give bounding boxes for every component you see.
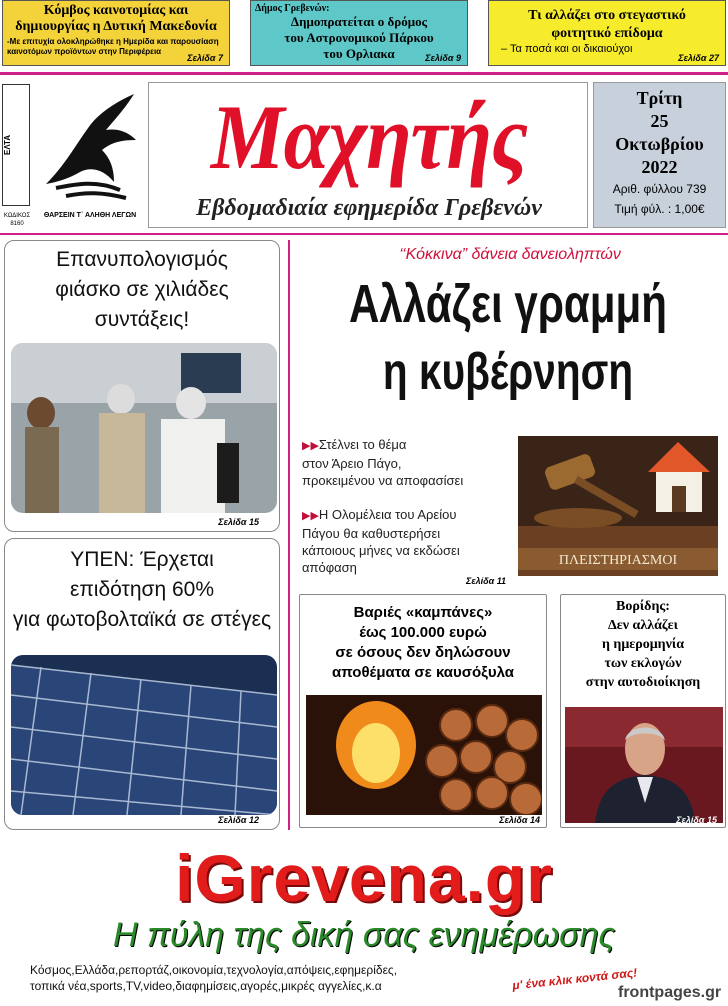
- issue-date: 25: [650, 111, 669, 131]
- teaser-headline: Τι αλλάζει στο στεγαστικό φοιτητικό επίδομα: [528, 8, 686, 41]
- masthead-emblem: [0, 78, 145, 230]
- masthead: [148, 82, 588, 228]
- issue-price: Τιμή φύλ. : 1,00€: [614, 202, 705, 216]
- masthead-divider: [0, 233, 728, 235]
- teaser-headline: Δημοπρατείται ο δρόμος του Αστρονομικού Πάρκου του Ορλιακα: [284, 14, 434, 61]
- page-ref: Σελίδα 9: [425, 53, 461, 63]
- page-ref: Σελίδα 11: [466, 576, 507, 586]
- teaser-subtext: -Με επιτυχία ολοκληρώθηκε η Ημερίδα και παρουσίαση καινοτόμων προϊόντων στην Περιφέρεια: [7, 37, 219, 56]
- elta-stamp: ΕΛΤΑ: [2, 84, 30, 206]
- ad-topics: Κόσμος,Ελλάδα,ρεπορτάζ,οικονομία,τεχνολογία,απόψεις,εφημερίδες, τοπικά νέα,sports,TV,video,διαφημίσεις,αγορές,μικρές αγγελίες,κ.α: [30, 963, 398, 993]
- warrior-profile-icon: [36, 84, 142, 204]
- auction-label: ΠΛΕΙΣΤΗΡΙΑΣΜΟΙ: [558, 553, 678, 568]
- issue-day: Τρίτη: [636, 88, 683, 108]
- main-headline-line2[interactable]: η κυβέρνηση: [382, 343, 634, 401]
- newspaper-subtitle: Εβδομαδιαία εφημερίδα Γρεβενών: [196, 195, 542, 221]
- ad-slogan: μ' ένα κλικ κοντά σας!: [511, 965, 638, 993]
- page-ref: Σελίδα 12: [218, 815, 259, 825]
- story-voridis-elections[interactable]: [560, 594, 726, 828]
- teaser-housing-allowance[interactable]: [488, 0, 726, 66]
- watermark: frontpages.gr: [618, 984, 722, 1001]
- auction-gavel-photo: [518, 436, 718, 576]
- minister-photo: [565, 707, 723, 823]
- igrevena-advertisement[interactable]: [0, 834, 728, 1006]
- motto: ΘΑΡΣΕΙΝ Τ᾽ ΑΛΗΘΗ ΛΕΓΩΝ: [43, 212, 137, 219]
- page-ref: Σελίδα 15: [676, 815, 717, 825]
- story-headline: Επανυπολογισμός φιάσκο σε χιλιάδες συντάξεις!: [55, 248, 229, 331]
- main-bullet-2: ▶▶Η Ολομέλεια του Αρείου Πάγου θα καθυστερήσει κάποιους μήνες να εκδώσει απόφαση: [302, 507, 460, 575]
- page-ref: Σελίδα 15: [218, 517, 259, 527]
- story-pension-recalc[interactable]: [4, 240, 280, 532]
- teaser-inset: Δήμος Γρεβενών:: [255, 3, 330, 14]
- main-headline[interactable]: Αλλάζει γραμμή: [348, 274, 668, 334]
- issue-month: Οκτωβρίου: [615, 134, 704, 154]
- page-ref: Σελίδα 7: [187, 53, 223, 63]
- story-headline: ΥΠΕΝ: Έρχεται επιδότηση 60% για φωτοβολταϊκά σε στέγες: [12, 548, 272, 631]
- postal-code: ΚΩΔΙΚΟΣ 8160: [3, 213, 31, 227]
- teaser-astronomy-road[interactable]: [250, 0, 468, 66]
- issue-info: [593, 82, 726, 228]
- story-solar-subsidy[interactable]: [4, 538, 280, 830]
- issue-year: 2022: [641, 157, 678, 177]
- story-headline: Βορίδης: Δεν αλλάζει η ημερομηνία των εκλογών στην αυτοδιοίκηση: [585, 599, 701, 690]
- teaser-innovation-hub[interactable]: [2, 0, 230, 66]
- page-ref: Σελίδα 14: [499, 815, 540, 825]
- teaser-headline: Κόμβος καινοτομίας και δημιουργίας η Δυτική Μακεδονία: [15, 3, 217, 34]
- main-bullet-1: ▶▶Στέλνει το θέμα στον Άρειο Πάγο, προκειμένου να αποφασίσει: [302, 437, 464, 488]
- solar-panels-photo: [11, 655, 277, 815]
- column-divider: [288, 240, 290, 830]
- bullet-arrow-icon: ▶▶: [302, 510, 319, 522]
- teaser-subtext: – Τα ποσά και οι δικαιούχοι: [501, 43, 633, 55]
- top-divider: [0, 72, 728, 75]
- page-ref: Σελίδα 27: [678, 53, 719, 63]
- story-headline: Βαριές «καμπάνες» έως 100.000 ευρώ σε όσους δεν δηλώσουν αποθέματα σε καυσόξυλα: [332, 604, 514, 681]
- main-kicker: ‘‘Κόκκινα” δάνεια δανειοληπτών: [399, 246, 621, 263]
- story-firewood-fines[interactable]: [299, 594, 547, 828]
- ad-brand[interactable]: iGrevena.gr: [175, 841, 553, 915]
- issue-number: Αριθ. φύλλου 739: [612, 182, 707, 196]
- bullet-arrow-icon: ▶▶: [302, 440, 319, 452]
- newspaper-title: Μαχητής: [210, 86, 528, 188]
- firewood-photo: [306, 695, 542, 815]
- pensioners-photo: [11, 343, 277, 513]
- ad-tagline: Η πύλη της δική σας ενημέρωσης: [113, 916, 615, 954]
